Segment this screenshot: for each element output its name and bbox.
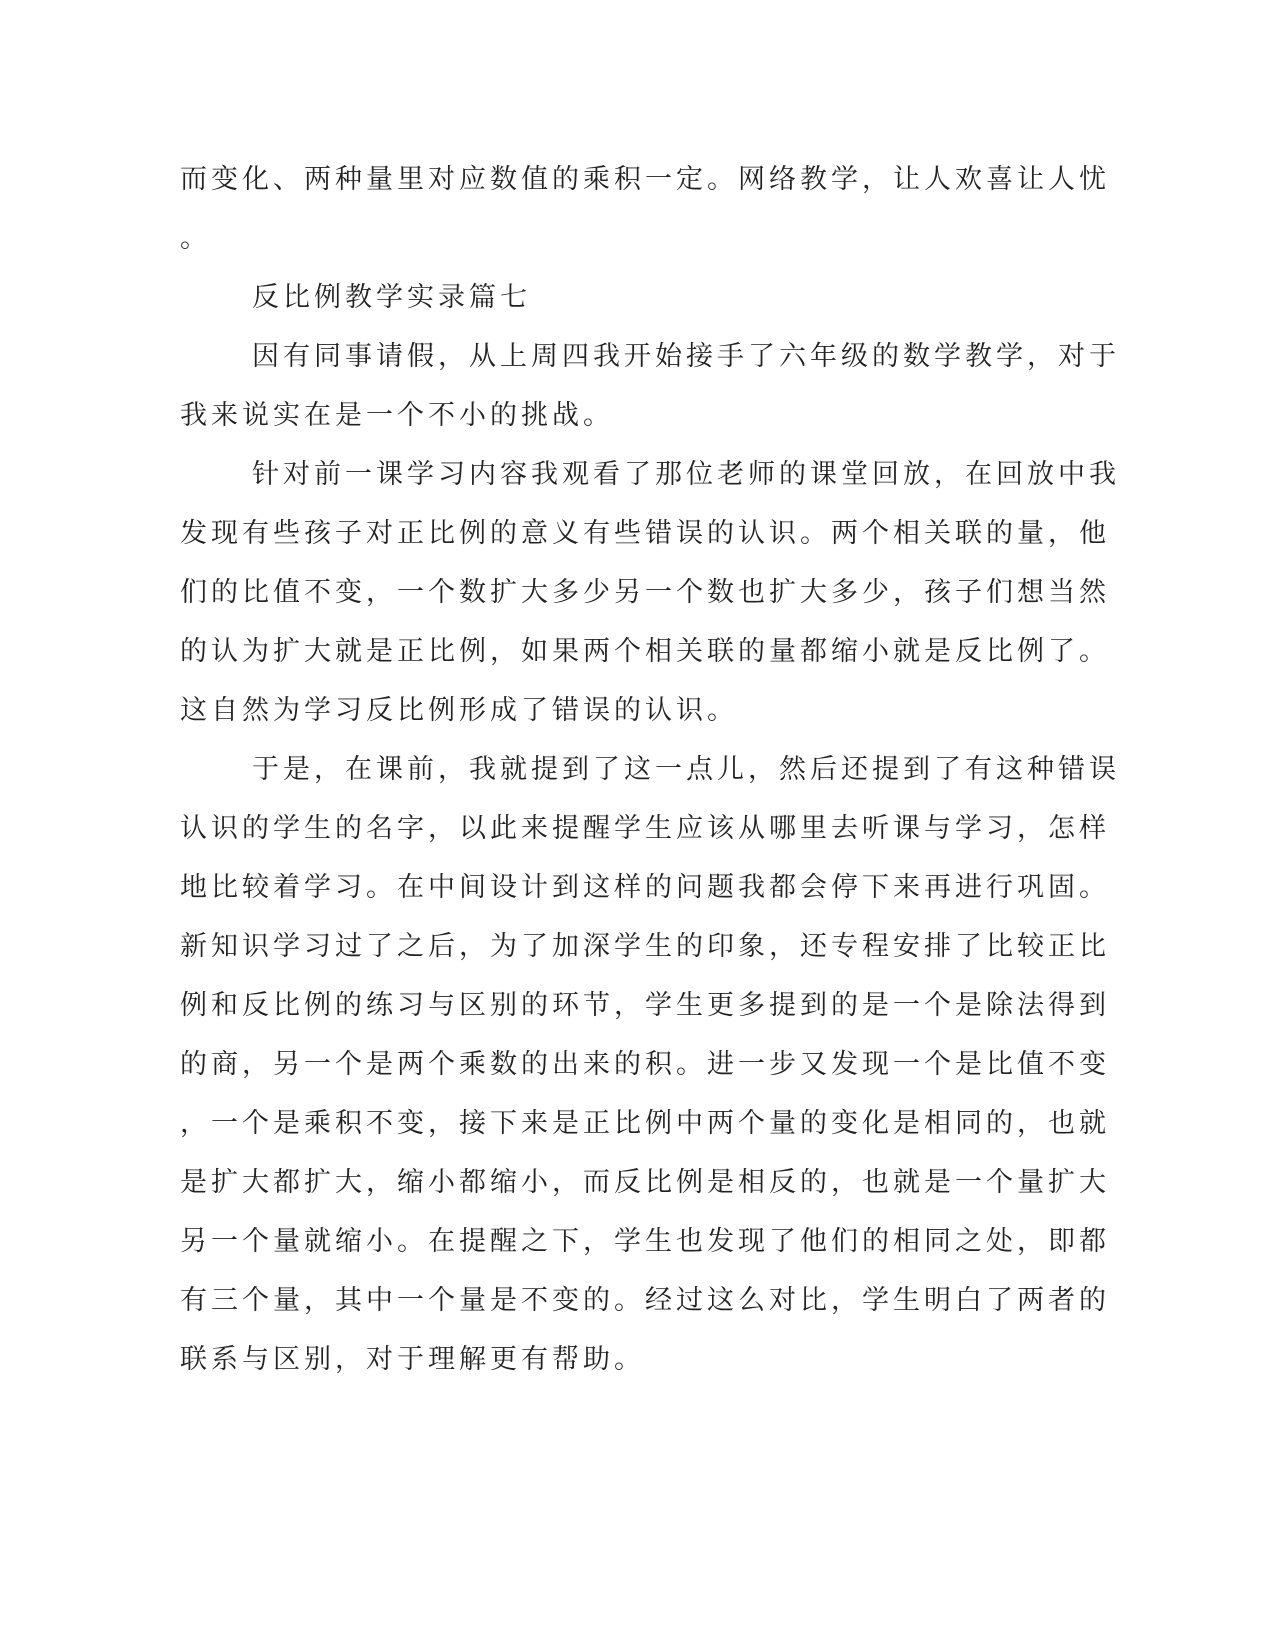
text-line: 地比较着学习。在中间设计到这样的问题我都会停下来再进行巩固。 bbox=[180, 872, 1110, 903]
text-line: 是扩大都扩大，缩小都缩小，而反比例是相反的，也就是一个量扩大 bbox=[180, 1167, 1110, 1198]
text-line: 。 bbox=[180, 223, 211, 254]
text-line: 联系与区别，对于理解更有帮助。 bbox=[180, 1344, 645, 1375]
text-line: 而变化、两种量里对应数值的乘积一定。网络教学，让人欢喜让人忧 bbox=[180, 164, 1110, 195]
text-line: 另一个量就缩小。在提醒之下，学生也发现了他们的相同之处，即都 bbox=[180, 1226, 1110, 1257]
text-line: 针对前一课学习内容我观看了那位老师的课堂回放，在回放中我 bbox=[252, 459, 1120, 490]
text-line: 有三个量，其中一个量是不变的。经过这么对比，学生明白了两者的 bbox=[180, 1285, 1110, 1316]
text-line: 我来说实在是一个不小的挑战。 bbox=[180, 400, 614, 431]
text-line: 发现有些孩子对正比例的意义有些错误的认识。两个相关联的量，他 bbox=[180, 518, 1110, 549]
document-body bbox=[180, 150, 1120, 1389]
text-line: 于是，在课前，我就提到了这一点儿，然后还提到了有这种错误 bbox=[252, 754, 1120, 785]
text-line: 的商，另一个是两个乘数的出来的积。进一步又发现一个是比值不变 bbox=[180, 1049, 1110, 1080]
text-line: ，一个是乘积不变，接下来是正比例中两个量的变化是相同的，也就 bbox=[180, 1108, 1110, 1139]
section-heading: 反比例教学实录篇七 bbox=[252, 282, 531, 313]
text-line: 因有同事请假，从上周四我开始接手了六年级的数学教学，对于 bbox=[252, 341, 1120, 372]
text-line: 的认为扩大就是正比例，如果两个相关联的量都缩小就是反比例了。 bbox=[180, 636, 1110, 667]
text-line: 新知识学习过了之后，为了加深学生的印象，还专程安排了比较正比 bbox=[180, 931, 1110, 962]
text-line: 这自然为学习反比例形成了错误的认识。 bbox=[180, 695, 738, 726]
text-line: 们的比值不变，一个数扩大多少另一个数也扩大多少，孩子们想当然 bbox=[180, 577, 1110, 608]
text-line: 例和反比例的练习与区别的环节，学生更多提到的是一个是除法得到 bbox=[180, 990, 1110, 1021]
text-line: 认识的学生的名字，以此来提醒学生应该从哪里去听课与学习，怎样 bbox=[180, 813, 1110, 844]
